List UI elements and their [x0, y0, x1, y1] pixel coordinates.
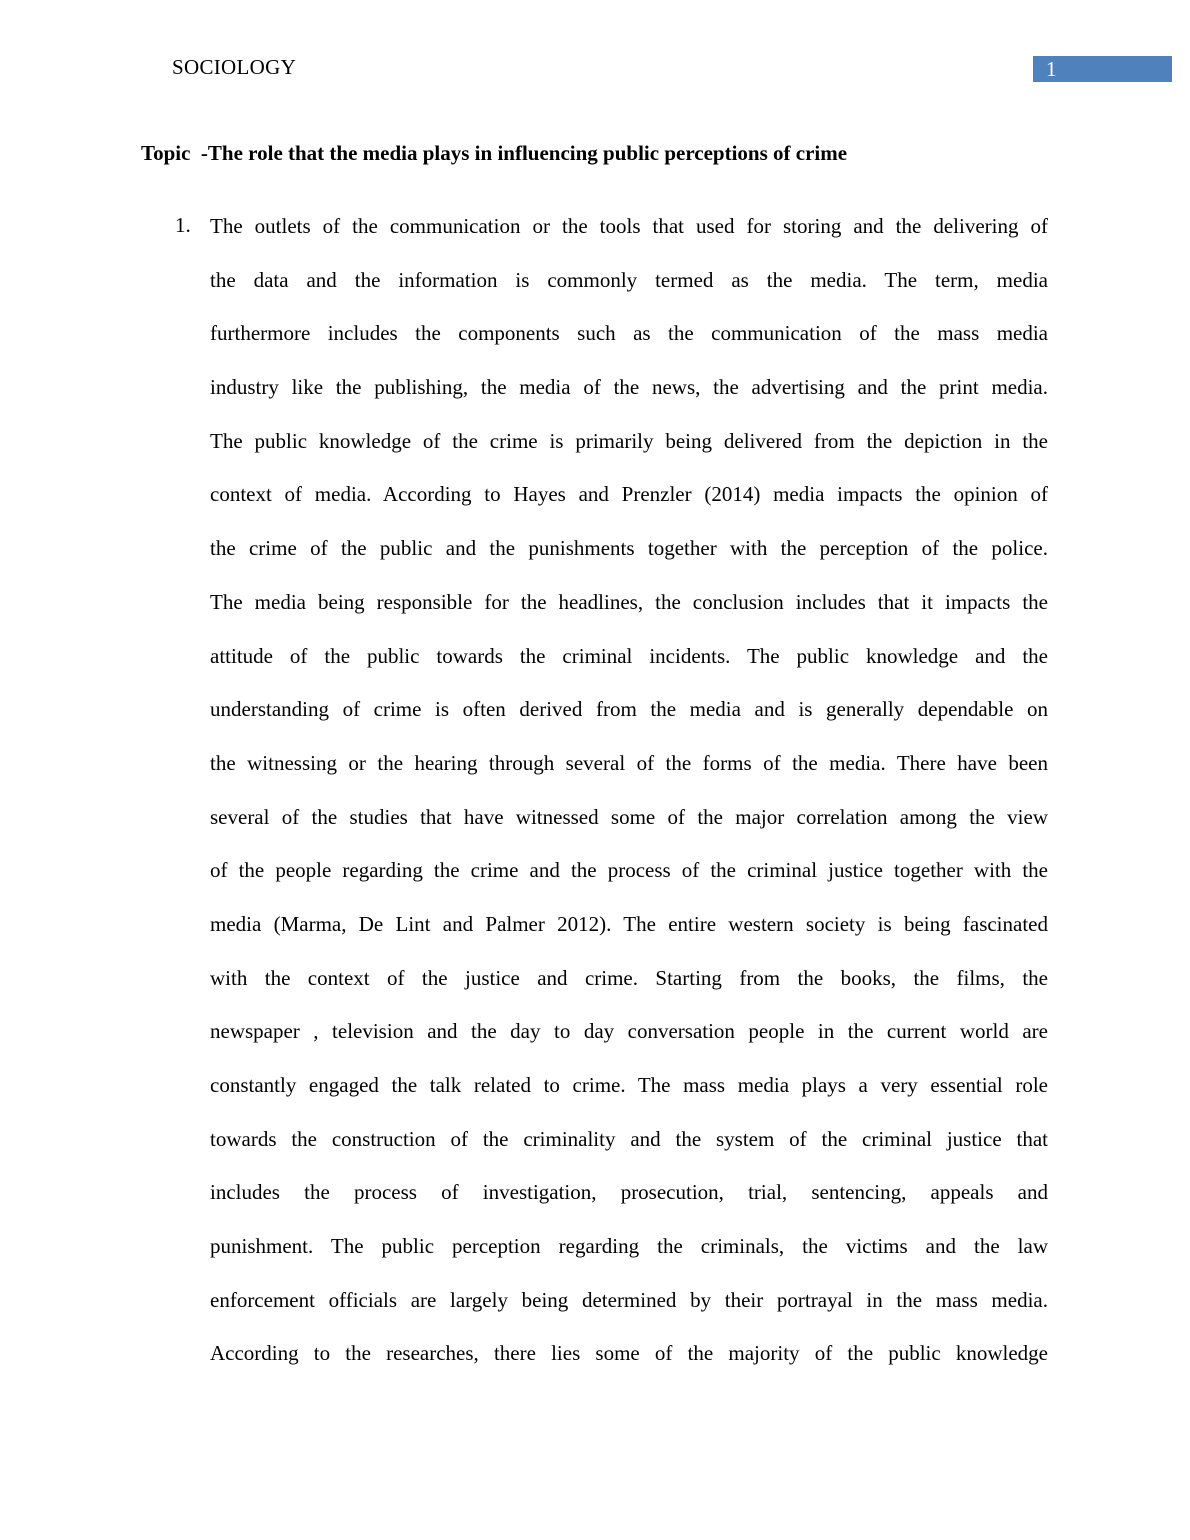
paragraph-line-text: enforcement officials are largely being determined by their portrayal in the mass media. [210, 1287, 1048, 1312]
paragraph-line-text: industry like the publishing, the media of the news, the advertising and the print media. [210, 375, 1048, 400]
page-number: 1 [1046, 57, 1057, 81]
paragraph-line [210, 200, 1048, 254]
paragraph-line [210, 952, 1048, 1006]
paragraph-line [210, 1113, 1048, 1167]
paragraph-line [210, 254, 1048, 308]
paragraph-line-text: newspaper , television and the day to day conversation people in the current world are [210, 1019, 1048, 1044]
paragraph-body [210, 200, 1048, 1381]
paragraph-line-text: context of media. According to Hayes and Prenzler (2014) media impacts the opinion of [210, 482, 1048, 507]
running-head: SOCIOLOGY [172, 55, 297, 79]
paragraph-line-text: The media being responsible for the headlines, the conclusion includes that it impacts the [210, 589, 1048, 614]
topic-heading: Topic -The role that the media plays in influencing public perceptions of crime [141, 141, 848, 165]
paragraph-line-text: The public knowledge of the crime is primarily being delivered from the depiction in the [210, 428, 1048, 453]
paragraph-line [210, 1005, 1048, 1059]
paragraph-line-text: constantly engaged the talk related to crime. The mass media plays a very essential role [210, 1073, 1048, 1097]
paragraph-line [210, 844, 1048, 898]
paragraph-line-text: understanding of crime is often derived from the media and is generally dependable on [210, 697, 1048, 722]
paragraph-line-text: includes the process of investigation, prosecution, trial, sentencing, appeals and [210, 1180, 1048, 1205]
paragraph-line-text: with the context of the justice and crime. Starting from the books, the films, the [210, 965, 1048, 990]
paragraph-line-text: attitude of the public towards the criminal incidents. The public knowledge and the [210, 643, 1048, 668]
paragraph-line [210, 737, 1048, 791]
paragraph-line [210, 576, 1048, 630]
paragraph-line [210, 683, 1048, 737]
paragraph-line [210, 1327, 1048, 1381]
paragraph-line [210, 630, 1048, 684]
paragraph-line [210, 361, 1048, 415]
page-number-box [1033, 56, 1172, 82]
paragraph-line [210, 1220, 1048, 1274]
paragraph-line-text: of the people regarding the crime and the process of the criminal justice together with the [210, 858, 1048, 883]
paragraph-line-text: According to the researches, there lies some of the majority of the public knowledge [210, 1341, 1048, 1366]
paragraph-line-text: the crime of the public and the punishments together with the perception of the police. [210, 536, 1048, 561]
paragraph-line-text: media (Marma, De Lint and Palmer 2012). The entire western society is being fascinated [210, 911, 1048, 936]
paragraph-line [210, 1166, 1048, 1220]
paragraph-line [210, 307, 1048, 361]
paragraph-line-text: the data and the information is commonly termed as the media. The term, media [210, 267, 1048, 292]
paragraph-line-text: furthermore includes the components such as the communication of the mass media [210, 321, 1048, 346]
paragraph-line-text: punishment. The public perception regarding the criminals, the victims and the law [210, 1234, 1048, 1259]
paragraph-line [210, 1059, 1048, 1113]
paragraph-line [210, 1274, 1048, 1328]
paragraph-line [210, 522, 1048, 576]
paragraph-line-text: the witnessing or the hearing through several of the forms of the media. There have been [210, 750, 1048, 775]
paragraph-line-text: The outlets of the communication or the tools that used for storing and the delivering of [210, 214, 1048, 238]
list-number: 1. [175, 213, 191, 237]
paragraph-line [210, 415, 1048, 469]
paragraph-line [210, 898, 1048, 952]
paragraph-line [210, 468, 1048, 522]
paragraph-line-text: towards the construction of the criminality and the system of the criminal justice that [210, 1126, 1048, 1151]
paragraph-line-text: several of the studies that have witnessed some of the major correlation among the view [210, 804, 1048, 829]
paragraph-line [210, 791, 1048, 845]
